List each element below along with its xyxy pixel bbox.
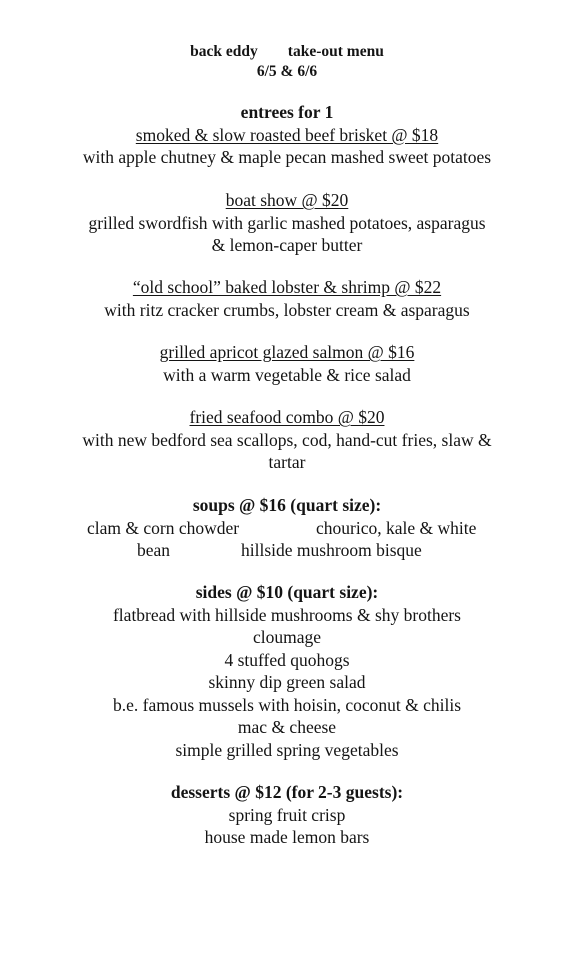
menu-header (0, 42, 574, 82)
side-item: b.e. famous mussels with hoisin, coconut & chilis (112, 694, 462, 715)
entree-description: with new bedford sea scallops, cod, hand-cut fries, slaw & (82, 429, 492, 450)
soups-section (0, 494, 574, 562)
side-item: skinny dip green salad (208, 672, 366, 692)
restaurant-name: back eddy (190, 43, 258, 60)
side-item: flatbread with hillside mushrooms & shy brothers (112, 604, 461, 625)
entree-item (0, 276, 574, 321)
entree-item (0, 406, 574, 474)
entrees-title: entrees for 1 (240, 102, 334, 122)
dessert-item: house made lemon bars (204, 827, 370, 847)
menu-dates: 6/5 & 6/6 (256, 63, 318, 80)
entree-description: & lemon-caper butter (211, 235, 363, 255)
entree-name: “old school” baked lobster & shrimp @ $22 (132, 277, 442, 297)
entree-description: with a warm vegetable & rice salad (163, 364, 411, 385)
desserts-section (0, 781, 574, 849)
entree-item (0, 189, 574, 257)
entrees-section (0, 101, 574, 169)
entree-name: fried seafood combo @ $20 (189, 407, 385, 427)
soup-item: chourico, kale & white (316, 517, 477, 538)
entree-name: boat show @ $20 (225, 190, 349, 210)
soup-item: clam & corn chowder (87, 517, 240, 538)
side-item: 4 stuffed quohogs (224, 649, 350, 670)
entree-name: grilled apricot glazed salmon @ $16 (159, 342, 415, 362)
side-item: cloumage (252, 627, 322, 647)
entree-description: tartar (268, 452, 306, 472)
soups-list (0, 517, 574, 562)
soup-item: bean (137, 540, 171, 560)
soup-item: hillside mushroom bisque (241, 540, 422, 560)
soups-title: soups @ $16 (quart size): (192, 495, 382, 515)
entree-description: with ritz cracker crumbs, lobster cream & asparagus (104, 299, 470, 320)
side-item: mac & cheese (237, 717, 337, 737)
entree-description: with apple chutney & maple pecan mashed sweet potatoes (82, 147, 492, 167)
menu-name: take-out menu (287, 43, 384, 60)
sides-title: sides @ $10 (quart size): (195, 582, 379, 602)
desserts-title: desserts @ $12 (for 2-3 guests): (170, 782, 404, 802)
side-item: simple grilled spring vegetables (175, 739, 399, 760)
entree-name: smoked & slow roasted beef brisket @ $18 (135, 124, 439, 145)
entree-description: grilled swordfish with garlic mashed potatoes, asparagus (88, 212, 486, 233)
sides-section (0, 581, 574, 761)
entree-item (0, 341, 574, 386)
dessert-item: spring fruit crisp (228, 804, 346, 825)
